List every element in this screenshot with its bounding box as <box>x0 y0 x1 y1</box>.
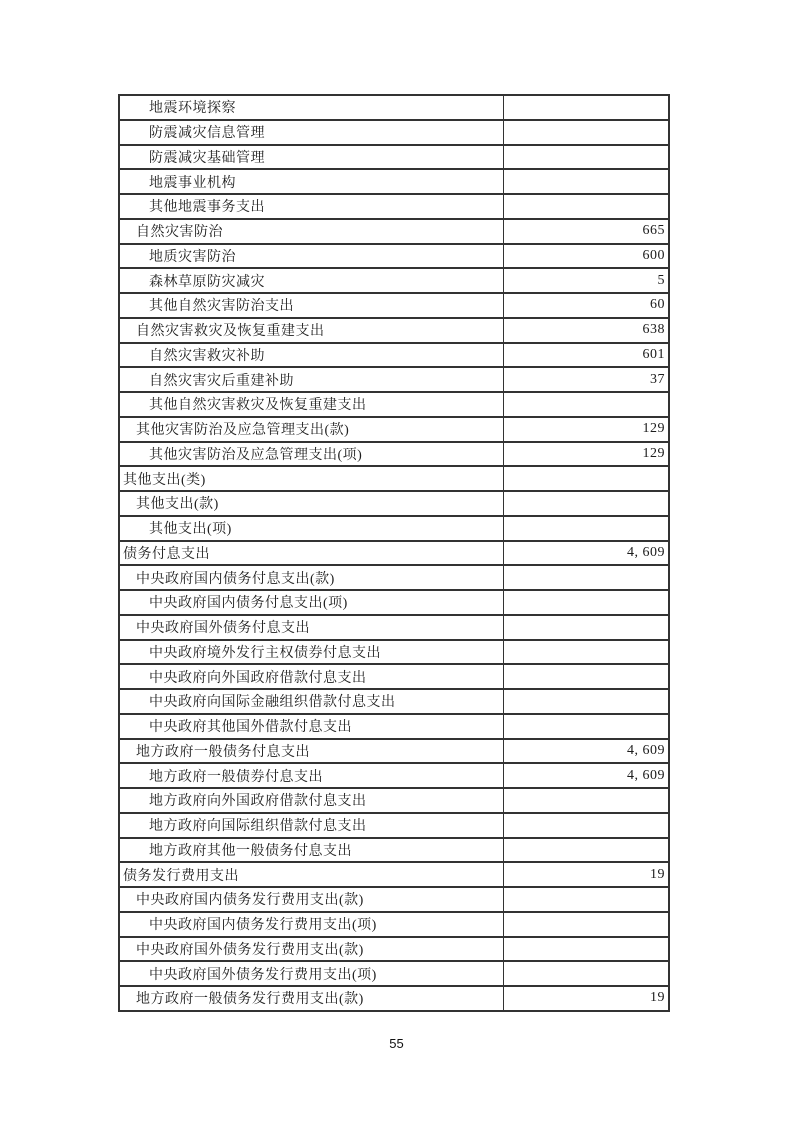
budget-item-name: 其他自然灾害防治支出 <box>120 294 504 317</box>
table-row <box>120 814 668 839</box>
budget-item-name: 中央政府国内债务付息支出(项) <box>120 591 504 614</box>
budget-item-value <box>504 195 668 218</box>
budget-item-name: 中央政府国外债务发行费用支出(项) <box>120 962 504 985</box>
table-row <box>120 319 668 344</box>
table-row <box>120 888 668 913</box>
budget-item-value <box>504 641 668 664</box>
budget-item-value: 638 <box>642 322 665 338</box>
budget-item-name: 其他支出(款) <box>120 492 504 515</box>
budget-item-name: 中央政府国内债务发行费用支出(款) <box>120 888 504 911</box>
budget-item-name: 地方政府一般债务付息支出 <box>120 740 504 763</box>
budget-item-value <box>504 690 668 713</box>
budget-item-value <box>504 517 668 540</box>
budget-item-value <box>504 492 668 515</box>
budget-item-name: 中央政府国外债务付息支出 <box>120 616 504 639</box>
table-row <box>120 542 668 567</box>
budget-item-value <box>504 393 668 416</box>
budget-item-name: 中央政府向国际金融组织借款付息支出 <box>120 690 504 713</box>
table-row <box>120 863 668 888</box>
budget-item-value <box>504 715 668 738</box>
budget-item-value: 5 <box>657 272 665 288</box>
budget-item-name: 地方政府一般债务发行费用支出(款) <box>120 987 504 1010</box>
table-row <box>120 665 668 690</box>
table-row <box>120 938 668 963</box>
budget-item-name: 其他支出(项) <box>120 517 504 540</box>
budget-item-name: 地方政府其他一般债务付息支出 <box>120 839 504 862</box>
budget-item-name: 其他地震事务支出 <box>120 195 504 218</box>
budget-item-name: 债务发行费用支出 <box>120 863 504 886</box>
budget-item-value <box>504 789 668 812</box>
table-row <box>120 294 668 319</box>
budget-item-value <box>504 938 668 961</box>
budget-item-value <box>504 665 668 688</box>
budget-item-name: 地方政府向外国政府借款付息支出 <box>120 789 504 812</box>
table-row <box>120 96 668 121</box>
table-row <box>120 344 668 369</box>
budget-item-value: 4, 609 <box>627 544 665 560</box>
budget-item-value: 600 <box>642 247 665 263</box>
budget-item-name: 地质灾害防治 <box>120 245 504 268</box>
budget-item-name: 中央政府境外发行主权债券付息支出 <box>120 641 504 664</box>
table-row <box>120 641 668 666</box>
budget-item-name: 中央政府向外国政府借款付息支出 <box>120 665 504 688</box>
budget-item-value: 665 <box>642 223 665 239</box>
budget-item-name: 其他自然灾害救灾及恢复重建支出 <box>120 393 504 416</box>
table-row <box>120 517 668 542</box>
budget-item-value: 129 <box>642 421 665 437</box>
budget-item-name: 债务付息支出 <box>120 542 504 565</box>
table-row <box>120 839 668 864</box>
table-row <box>120 393 668 418</box>
table-row <box>120 913 668 938</box>
table-row <box>120 764 668 789</box>
table-row <box>120 962 668 987</box>
budget-item-name: 其他灾害防治及应急管理支出(项) <box>120 443 504 466</box>
budget-item-value: 19 <box>650 990 665 1006</box>
table-row <box>120 443 668 468</box>
table-row <box>120 591 668 616</box>
budget-table <box>118 94 670 1012</box>
table-row <box>120 418 668 443</box>
table-row <box>120 616 668 641</box>
table-row <box>120 566 668 591</box>
budget-item-name: 自然灾害灾后重建补助 <box>120 368 504 391</box>
table-row <box>120 740 668 765</box>
table-row <box>120 690 668 715</box>
budget-item-name: 地震环境探察 <box>120 96 504 119</box>
budget-item-value <box>504 839 668 862</box>
budget-item-name: 森林草原防灾减灾 <box>120 269 504 292</box>
budget-item-value <box>504 591 668 614</box>
budget-item-name: 自然灾害救灾补助 <box>120 344 504 367</box>
page-number: 55 <box>389 1036 404 1051</box>
budget-item-name: 中央政府其他国外借款付息支出 <box>120 715 504 738</box>
budget-item-name: 地方政府向国际组织借款付息支出 <box>120 814 504 837</box>
budget-item-value: 601 <box>642 346 665 362</box>
budget-item-value: 129 <box>642 445 665 461</box>
budget-item-name: 地震事业机构 <box>120 170 504 193</box>
table-row <box>120 146 668 171</box>
table-row <box>120 987 668 1010</box>
budget-item-name: 防震减灾基础管理 <box>120 146 504 169</box>
table-row <box>120 492 668 517</box>
budget-item-name: 地方政府一般债券付息支出 <box>120 764 504 787</box>
budget-item-name: 自然灾害救灾及恢复重建支出 <box>120 319 504 342</box>
budget-item-value: 37 <box>650 371 665 387</box>
budget-item-name: 其他支出(类) <box>120 467 504 490</box>
budget-item-name: 中央政府国内债务发行费用支出(项) <box>120 913 504 936</box>
budget-item-value: 4, 609 <box>627 742 665 758</box>
budget-item-name: 中央政府国内债务付息支出(款) <box>120 566 504 589</box>
budget-item-name: 防震减灾信息管理 <box>120 121 504 144</box>
budget-item-value <box>504 467 668 490</box>
budget-item-value <box>504 616 668 639</box>
budget-item-value <box>504 962 668 985</box>
table-row <box>120 368 668 393</box>
table-row <box>120 220 668 245</box>
budget-item-value <box>504 96 668 119</box>
budget-item-name: 其他灾害防治及应急管理支出(款) <box>120 418 504 441</box>
budget-item-value: 4, 609 <box>627 767 665 783</box>
budget-item-value <box>504 121 668 144</box>
budget-item-value <box>504 814 668 837</box>
table-row <box>120 467 668 492</box>
budget-item-value <box>504 170 668 193</box>
budget-item-value <box>504 913 668 936</box>
table-row <box>120 195 668 220</box>
table-row <box>120 170 668 195</box>
table-row <box>120 789 668 814</box>
budget-item-value <box>504 888 668 911</box>
budget-item-value: 60 <box>650 297 665 313</box>
budget-item-name: 中央政府国外债务发行费用支出(款) <box>120 938 504 961</box>
budget-item-value <box>504 566 668 589</box>
table-row <box>120 245 668 270</box>
budget-item-value <box>504 146 668 169</box>
budget-item-value: 19 <box>650 866 665 882</box>
table-row <box>120 269 668 294</box>
table-row <box>120 121 668 146</box>
budget-item-name: 自然灾害防治 <box>120 220 504 243</box>
table-row <box>120 715 668 740</box>
